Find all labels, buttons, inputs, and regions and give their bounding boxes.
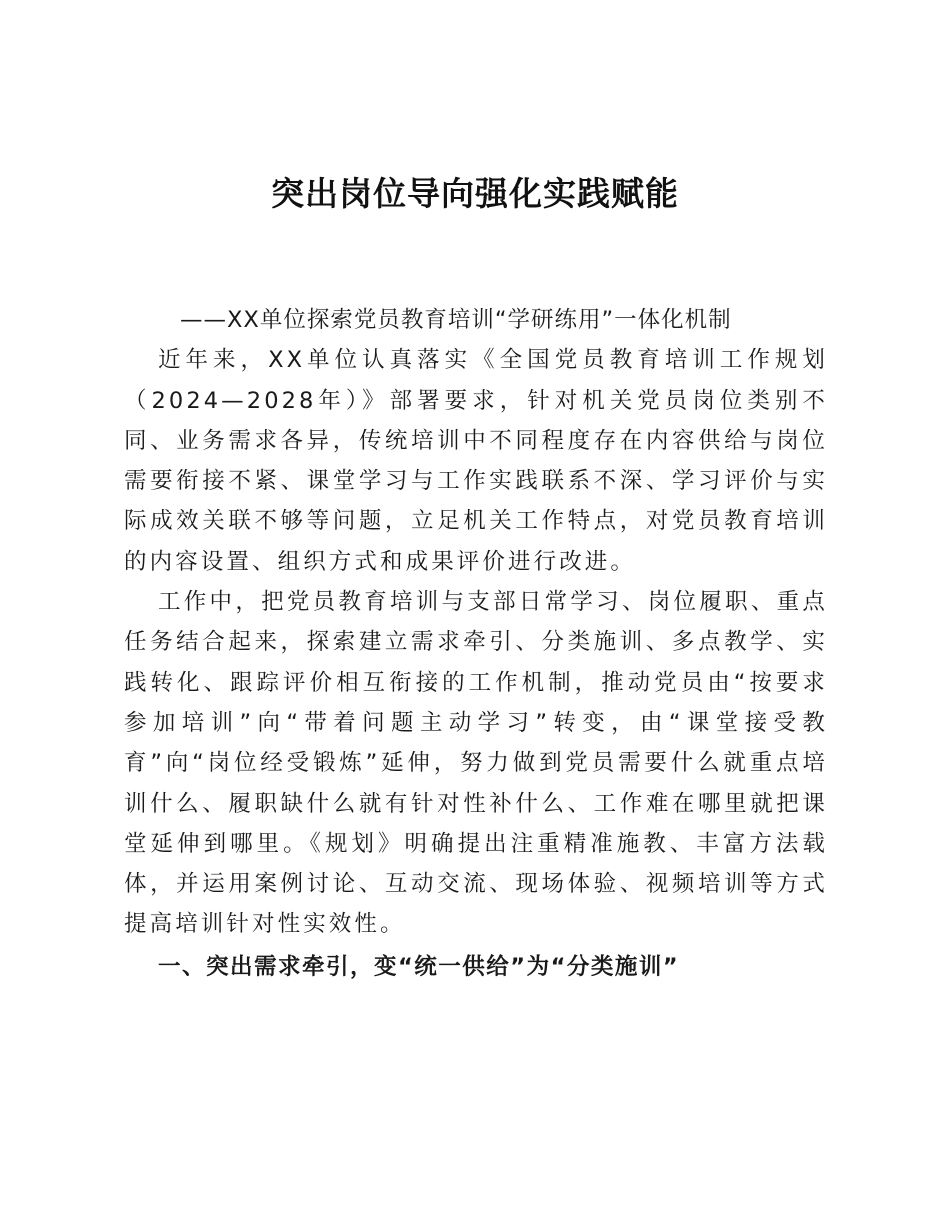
document-title: 突出岗位导向强化实践赋能 [271,174,679,213]
paragraph-work: 工作中，把党员教育培训与支部日常学习、岗位履职、重点任务结合起来，探索建立需求牵引、分类施训、多点教学、实践转化、跟踪评价相互衔接的工作机制，推动党员由“按要求参加培训”向“带着问题主动学习”转变，由“课堂接受教育”向“岗位经受锻炼”延伸，努力做到党员需要什么就重点培训什么、履职缺什么就有针对性补什么、工作难在哪里就把课堂延伸到哪里。《规划》明确提出注重精准施教、丰富方法载体，并运用案例讨论、互动交流、现场体验、视频培训等方式提高培训针对性实效性。 [124,589,828,938]
paragraph-intro: 近年来，XX单位认真落实《全国党员教育培训工作规划（2024—2028年）》部署要求，针对机关党员岗位类别不同、业务需求各异，传统培训中不同程度存在内容供给与岗位需要衔接不紧、课堂学习与工作实践联系不深、学习评价与实际成效关联不够等问题，立足机关工作特点，对党员教育培训的内容设置、组织方式和成果评价进行改进。 [124,347,828,575]
document-body [124,300,828,987]
section-heading: 一、突出需求牵引，变“统一供给”为“分类施训” [158,953,680,980]
document-subtitle: ——XX单位探索党员教育培训“学研练用”一体化机制 [180,307,732,333]
